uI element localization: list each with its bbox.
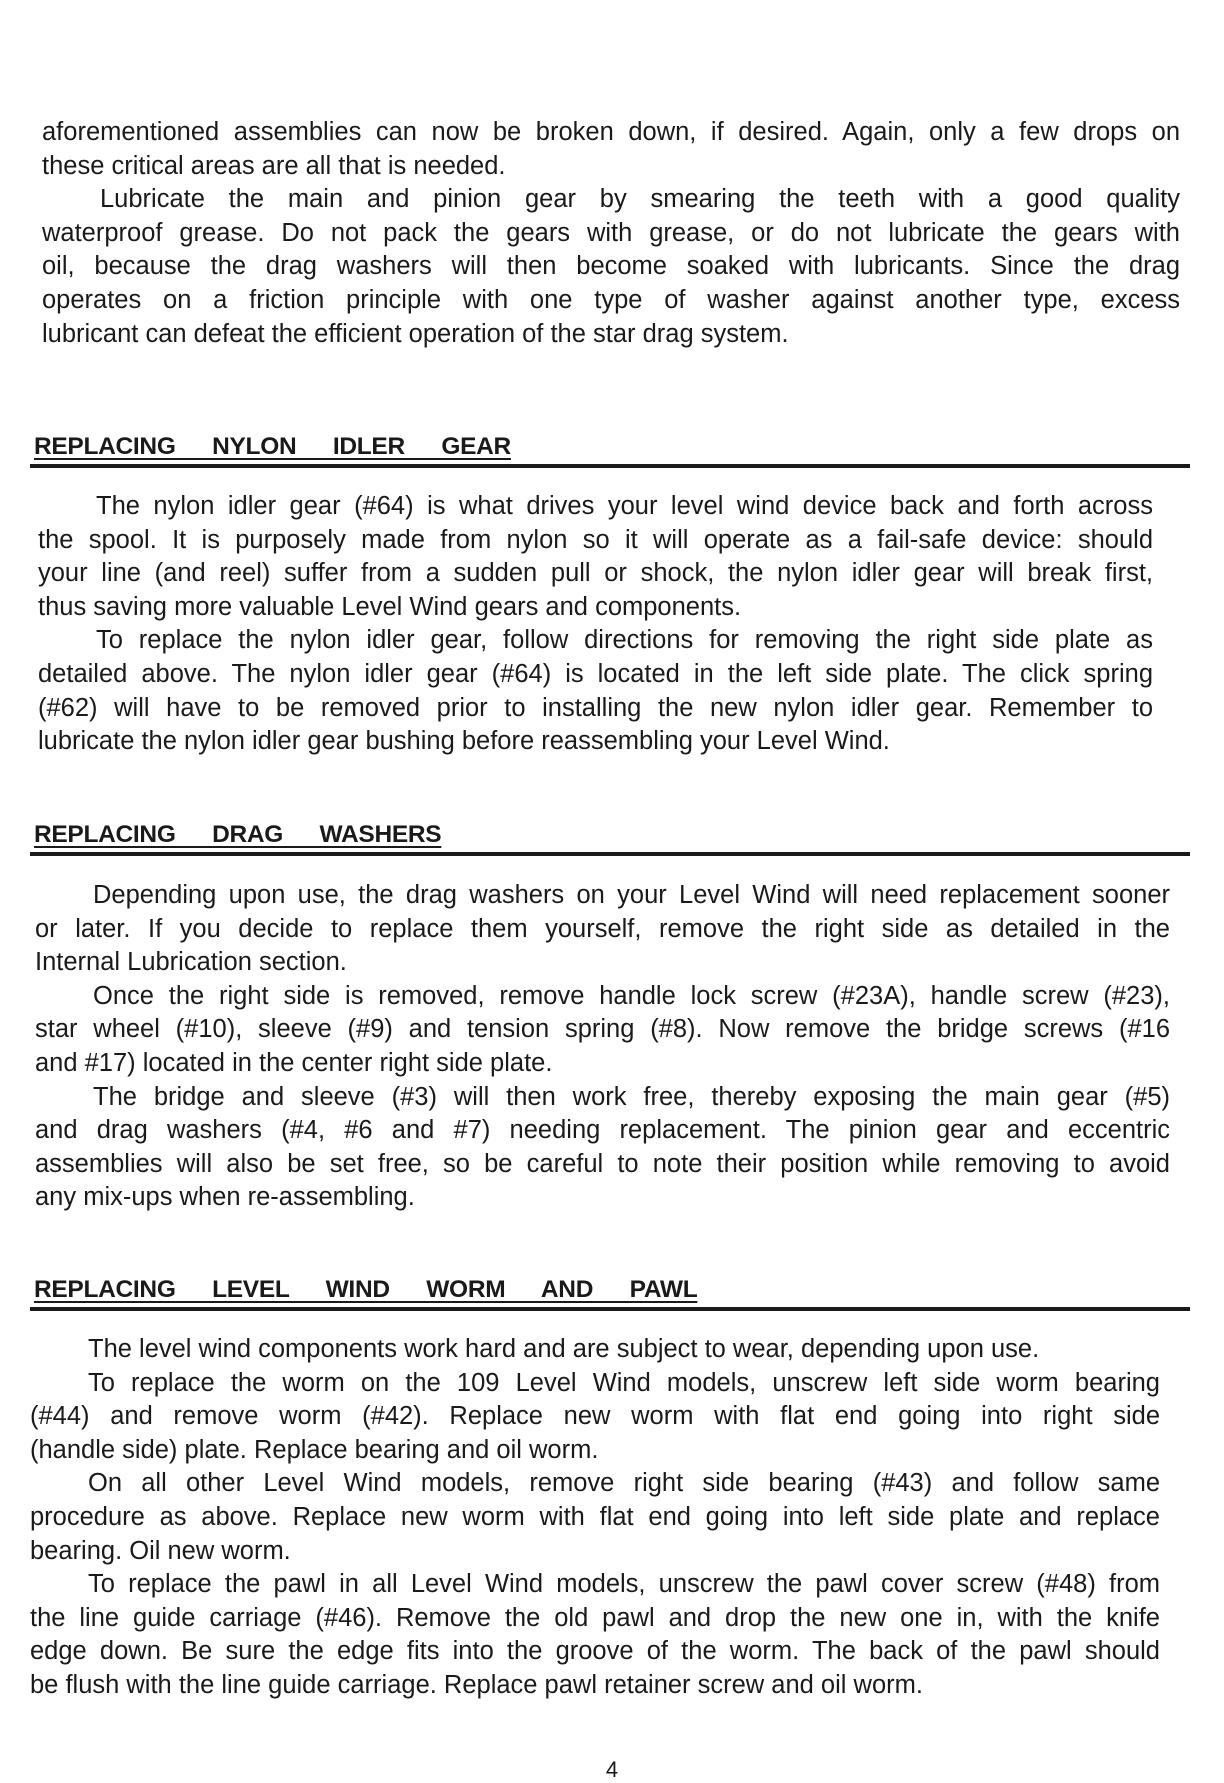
text-line: and #17) located in the center right side plate. <box>35 1048 553 1077</box>
section-body-drag-washers <box>35 879 1170 1215</box>
text-line: The level wind components work hard and are subject to wear, depending upon use. <box>88 1335 1040 1363</box>
text-line: (handle side) plate. Replace bearing and oil worm. <box>30 1435 599 1464</box>
intro-text <box>42 116 1180 351</box>
page-number: 4 <box>605 1757 619 1782</box>
text-line: edge down. Be sure the edge fits into the groove of the worm. The back of the pawl should <box>30 1637 1160 1666</box>
section-heading-level-wind-worm-pawl <box>30 1267 1190 1311</box>
text-line: your line (and reel) suffer from a sudden pull or shock, the nylon idler gear will break first, <box>38 559 1153 588</box>
text-line: operates on a friction principle with one type of washer against another type, excess <box>42 285 1180 314</box>
text-line: Lubricate the main and pinion gear by smearing the teeth with a good quality <box>100 185 1180 214</box>
text-line: Once the right side is removed, remove handle lock screw (#23A), handle screw (#23), <box>93 981 1170 1010</box>
text-line: star wheel (#10), sleeve (#9) and tension spring (#8). Now remove the bridge screws (#16 <box>35 1015 1170 1044</box>
text-line: the line guide carriage (#46). Remove the old pawl and drop the new one in, with the knife <box>30 1603 1160 1632</box>
text-line: and drag washers (#4, #6 and #7) needing replacement. The pinion gear and eccentric <box>35 1116 1170 1145</box>
text-line: assemblies will also be set free, so be careful to note their position while removing to avoid <box>35 1149 1170 1178</box>
text-line: The bridge and sleeve (#3) will then work free, thereby exposing the main gear (#5) <box>93 1082 1170 1111</box>
text-line: procedure as above. Replace new worm with flat end going into left side plate and replace <box>30 1502 1160 1531</box>
text-line: (#62) will have to be removed prior to installing the new nylon idler gear. Remember to <box>38 693 1153 722</box>
text-line: lubricate the nylon idler gear bushing before reassembling your Level Wind. <box>38 727 890 756</box>
text-line: thus saving more valuable Level Wind gears and components. <box>38 592 742 621</box>
text-line: oil, because the drag washers will then become soaked with lubricants. Since the drag <box>42 252 1180 281</box>
section-heading-nylon-idler-gear <box>30 424 1190 468</box>
text-line: Depending upon use, the drag washers on your Level Wind will need replacement sooner <box>93 881 1170 909</box>
text-line: bearing. Oil new worm. <box>30 1536 291 1565</box>
section-title: REPLACING LEVEL WIND WORM AND PAWL <box>34 1276 698 1303</box>
section-body-nylon-idler-gear <box>38 490 1153 759</box>
text-line: the spool. It is purposely made from nylon so it will operate as a fail-safe device: should <box>38 525 1153 554</box>
text-line: detailed above. The nylon idler gear (#64) is located in the left side plate. The click spring <box>38 659 1153 688</box>
section-title: REPLACING DRAG WASHERS <box>34 821 442 848</box>
text-line: On all other Level Wind models, remove right side bearing (#43) and follow same <box>88 1469 1160 1498</box>
text-line: or later. If you decide to replace them yourself, remove the right side as detailed in the <box>35 914 1170 943</box>
section-body-level-wind-worm-pawl <box>30 1333 1160 1703</box>
text-line: (#44) and remove worm (#42). Replace new worm with flat end going into right side <box>30 1402 1160 1431</box>
text-line: To replace the nylon idler gear, follow directions for removing the right side plate as <box>96 626 1153 655</box>
text-line: aforementioned assemblies can now be broken down, if desired. Again, only a few drops on <box>42 118 1180 146</box>
text-line: waterproof grease. Do not pack the gears with grease, or do not lubricate the gears with <box>42 218 1180 247</box>
text-line: be flush with the line guide carriage. Replace pawl retainer screw and oil worm. <box>30 1670 923 1699</box>
section-title: REPLACING NYLON IDLER GEAR <box>34 433 511 460</box>
section-heading-drag-washers <box>30 812 1190 856</box>
text-line: To replace the pawl in all Level Wind models, unscrew the pawl cover screw (#48) from <box>88 1570 1160 1599</box>
text-line: these critical areas are all that is needed. <box>42 151 506 180</box>
text-line: any mix-ups when re-assembling. <box>35 1183 415 1212</box>
text-line: lubricant can defeat the efficient operation of the star drag system. <box>42 319 789 348</box>
text-line: The nylon idler gear (#64) is what drives your level wind device back and forth across <box>96 492 1153 520</box>
text-line: To replace the worm on the 109 Level Wind models, unscrew left side worm bearing <box>88 1368 1160 1397</box>
text-line: Internal Lubrication section. <box>35 948 347 977</box>
